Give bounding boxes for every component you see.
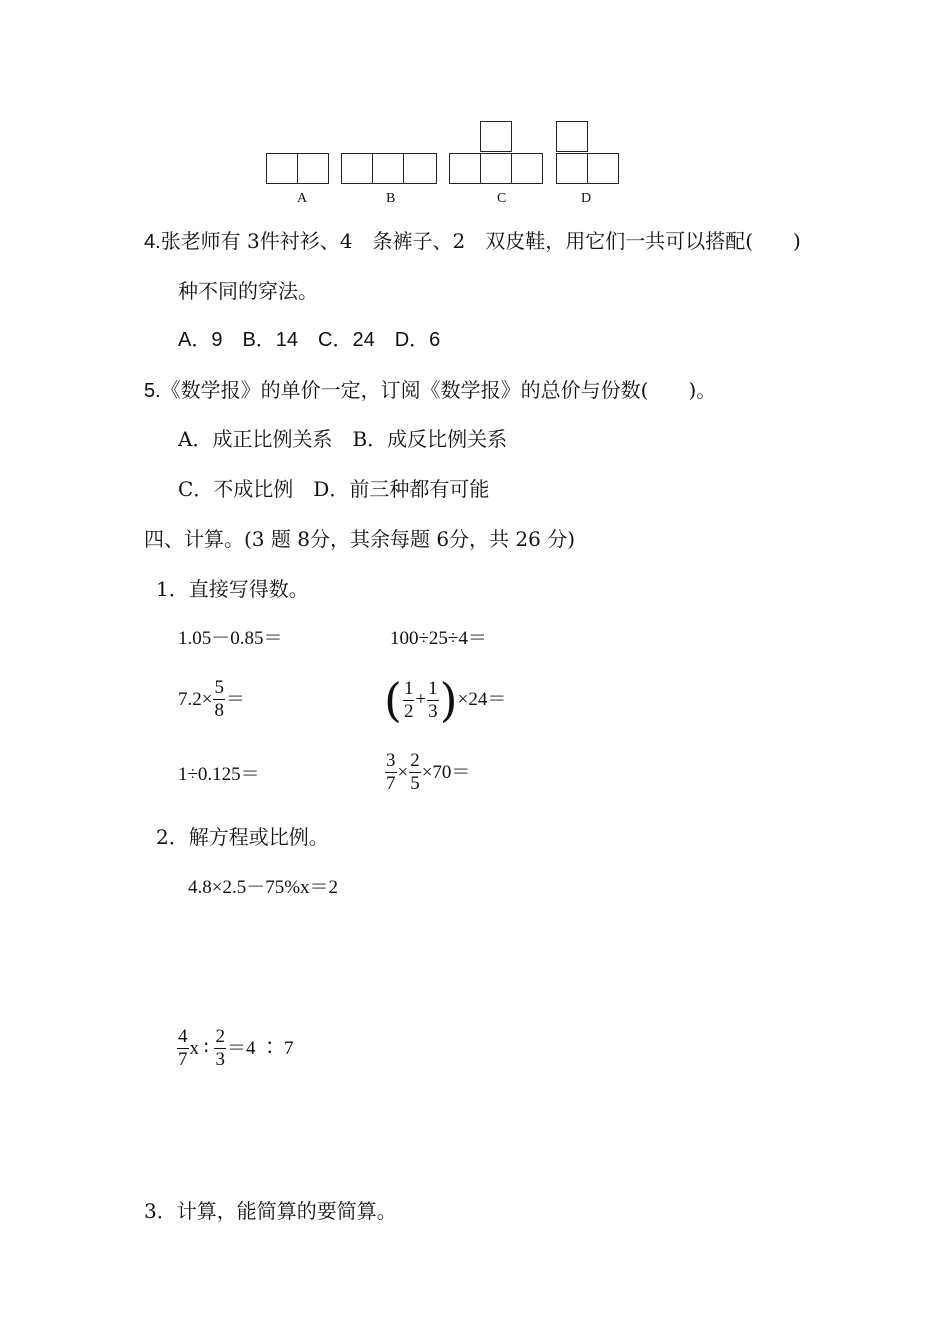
fraction [409, 750, 421, 795]
net-label-a: A [297, 191, 308, 206]
net-square [587, 153, 619, 184]
question-4 [144, 229, 801, 254]
question-5 [144, 378, 716, 403]
equation-2 [176, 1026, 293, 1071]
denominator: 3 [215, 1049, 225, 1070]
plus-sign: + [415, 689, 427, 710]
question-4-continued: 种不同的穿法。 [178, 279, 318, 303]
expression-1: 1.05－0.85＝ [178, 628, 283, 649]
denominator: 7 [386, 773, 396, 794]
net-square [511, 153, 543, 184]
expression-5: 1÷0.125＝ [178, 764, 260, 785]
net-square [556, 153, 588, 184]
denominator: 5 [410, 773, 420, 794]
fraction [385, 750, 397, 795]
fraction [427, 678, 439, 723]
numerator: 1 [403, 677, 414, 699]
right-paren: ) [439, 673, 458, 727]
fraction [213, 677, 225, 722]
part-3-title: 3．计算，能简算的要简算。 [144, 1199, 397, 1223]
expression-text: ×24＝ [457, 689, 507, 710]
numerator: 2 [215, 1026, 225, 1047]
denominator: 2 [403, 700, 414, 722]
net-square [372, 153, 404, 184]
net-label-b: B [386, 191, 396, 206]
expression-text: x ∶ [189, 1037, 214, 1059]
numerator: 1 [428, 677, 438, 699]
times-sign: × [397, 761, 409, 783]
question-5-options-2: C．不成比例 D．前三种都有可能 [178, 477, 490, 501]
question-4-options: A．9 B．14 C．24 D．6 [178, 329, 441, 351]
equation-1: 4.8×2.5－75%x＝2 [188, 877, 339, 898]
expression-text: ×70＝ [421, 761, 471, 783]
question-5-options-1: A．成正比例关系 B．成反比例关系 [178, 427, 508, 451]
net-label-c: C [497, 191, 507, 206]
net-square [449, 153, 481, 184]
expression-text: ＝ [225, 688, 245, 710]
section-4-title: 四、计算。(3 题 8分，其余每题 6分，共 26 分) [144, 527, 576, 551]
question-number: 5. [144, 380, 161, 402]
part-2-title: 2．解方程或比例。 [156, 825, 329, 849]
net-square [297, 153, 329, 184]
net-square [556, 121, 588, 152]
question-text: 《数学报》的单价一定，订阅《数学报》的总价与份数( )。 [160, 378, 717, 402]
denominator: 7 [178, 1049, 188, 1070]
fraction [214, 1026, 226, 1071]
numerator: 2 [410, 750, 420, 771]
net-square [480, 121, 512, 152]
numerator: 3 [386, 750, 396, 771]
net-label-d: D [581, 191, 592, 206]
left-paren: ( [384, 673, 402, 727]
expression-4 [384, 673, 507, 727]
part-1-title: 1．直接写得数。 [156, 577, 309, 601]
expression-text: 7.2× [178, 688, 213, 710]
net-square [341, 153, 373, 184]
question-number: 4. [144, 231, 161, 253]
expression-text: ＝4 ∶ 7 [226, 1037, 294, 1059]
denominator: 3 [428, 700, 438, 722]
expression-2: 100÷25÷4＝ [390, 628, 487, 649]
numerator: 4 [178, 1026, 188, 1047]
net-square [403, 153, 437, 184]
fraction [177, 1026, 189, 1071]
net-square [480, 153, 512, 184]
question-text: 张老师有 3件衬衫、4 条裤子、2 双皮鞋，用它们一共可以搭配( ) [160, 229, 801, 253]
numerator: 5 [214, 677, 224, 698]
denominator: 8 [214, 700, 224, 721]
expression-3 [178, 677, 245, 722]
net-square [266, 153, 298, 184]
fraction [403, 678, 415, 723]
expression-6 [384, 750, 470, 795]
